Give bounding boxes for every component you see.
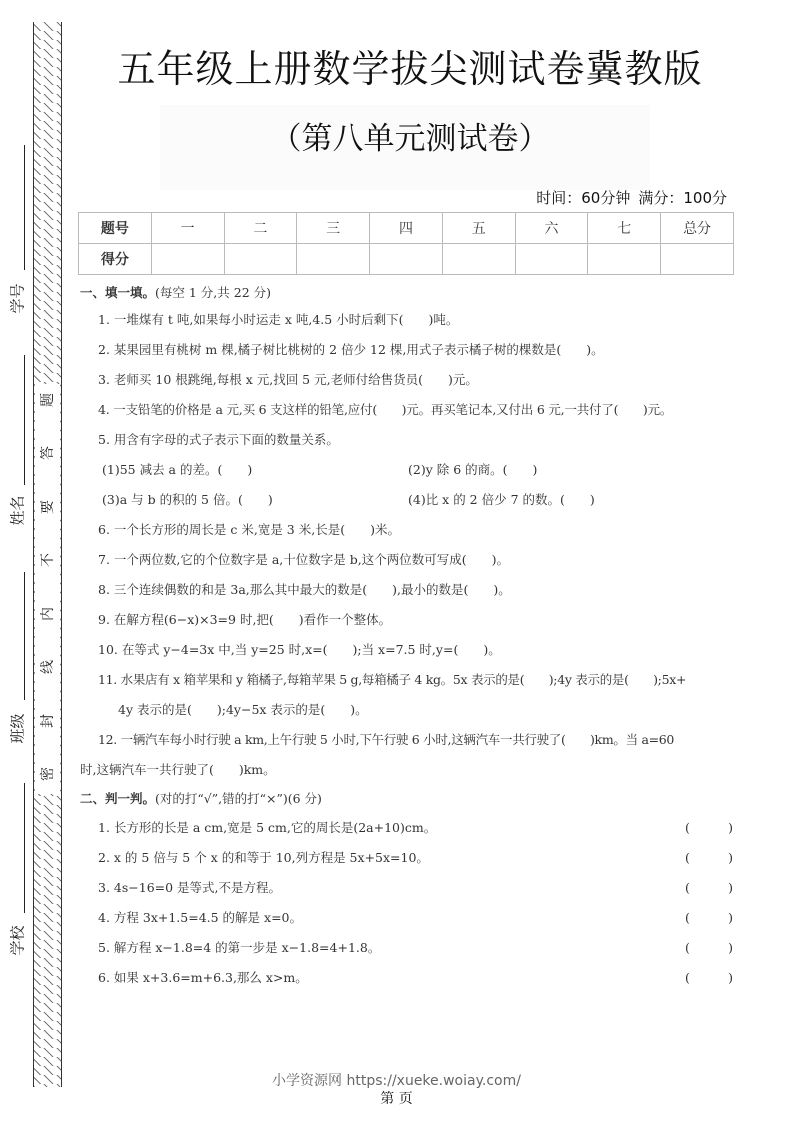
score-cell[interactable] [442, 244, 515, 275]
question-5-row-1 [80, 455, 735, 485]
question-5-4: (4)比 x 的 2 倍少 7 的数。( ) [408, 492, 595, 507]
section-fill-in [80, 280, 735, 305]
header-cell: 三 [297, 213, 370, 244]
strip-word: 答 [39, 446, 56, 461]
question-5-3: (3)a 与 b 的积的 5 倍。( ) [102, 492, 273, 507]
score-cell[interactable] [297, 244, 370, 275]
question-7: 7. 一个两位数,它的个位数字是 a,十位数字是 b,这个两位数可写成( )。 [98, 552, 509, 567]
student-id-label: 学号 [8, 283, 27, 314]
page-title: 五年级上册数学拔尖测试卷冀教版 [117, 47, 703, 91]
school-label: 学校 [8, 925, 27, 956]
exam-content [80, 280, 735, 993]
judge-item-5 [80, 933, 735, 963]
paren-close: ) [728, 820, 733, 835]
binding-strip-warning [34, 392, 61, 782]
header-cell: 七 [588, 213, 661, 244]
paren-close: ) [728, 910, 733, 925]
question-6: 6. 一个长方形的周长是 c 米,宽是 3 米,长是( )米。 [98, 522, 400, 537]
judge-item-6 [80, 963, 735, 993]
question-5: 5. 用含有字母的式子表示下面的数量关系。 [98, 432, 339, 447]
paren-close: ) [728, 850, 733, 865]
judge-item-4 [80, 903, 735, 933]
judge-statement: 2. x 的 5 倍与 5 个 x 的和等于 10,列方程是 5x+5x=10。 [98, 850, 429, 865]
score-cell[interactable] [224, 244, 297, 275]
score-cell[interactable] [588, 244, 661, 275]
score-table-score-row [79, 244, 734, 275]
answer-blank[interactable] [685, 873, 735, 903]
strip-word: 密 [39, 766, 56, 781]
score-cell[interactable] [151, 244, 224, 275]
question-3: 3. 老师买 10 根跳绳,每根 x 元,找回 5 元,老师付给售货员( )元。 [98, 372, 478, 387]
student-id-line [24, 145, 25, 270]
strip-word: 要 [39, 499, 56, 514]
answer-blank[interactable] [685, 903, 735, 933]
section-title: 一、填一填。 [80, 285, 156, 300]
question-9: 9. 在解方程(6−x)×3=9 时,把( )看作一个整体。 [98, 612, 392, 627]
header-cell: 一 [151, 213, 224, 244]
name-label: 姓名 [8, 495, 27, 526]
score-table-header-row [79, 213, 734, 244]
paren-open: ( [685, 850, 690, 865]
paren-open: ( [685, 910, 690, 925]
question-10: 10. 在等式 y−4=3x 中,当 y=25 时,x=( );当 x=7.5 时,y=( )。 [98, 642, 501, 657]
question-4: 4. 一支铅笔的价格是 a 元,买 6 支这样的铅笔,应付( )元。再买笔记本,又付出 6 元,一共付了( )元。 [98, 402, 673, 417]
page-number: 第 页 [380, 1091, 413, 1107]
judge-item-1 [80, 813, 735, 843]
answer-blank[interactable] [685, 843, 735, 873]
exam-meta [536, 187, 727, 208]
strip-word: 不 [39, 553, 56, 568]
judge-statement: 6. 如果 x+3.6=m+6.3,那么 x>m。 [98, 970, 308, 985]
section-true-false [80, 785, 735, 813]
judge-item-3 [80, 873, 735, 903]
class-line [24, 572, 25, 700]
section-note: (每空 1 分,共 22 分) [155, 285, 271, 300]
binding-strip [33, 22, 62, 1087]
strip-word: 内 [39, 606, 56, 621]
question-11-line-2: 4y 表示的是( );4y−5x 表示的是( )。 [118, 702, 368, 717]
paren-close: ) [728, 970, 733, 985]
answer-blank[interactable] [685, 933, 735, 963]
score-table [78, 212, 734, 275]
judge-statement: 1. 长方形的长是 a cm,宽是 5 cm,它的周长是(2a+10)cm。 [98, 820, 437, 835]
paren-open: ( [685, 820, 690, 835]
score-row-label: 得分 [79, 244, 152, 275]
strip-word: 线 [39, 660, 56, 675]
section-title: 二、判一判。 [80, 791, 156, 806]
question-11-line-1: 11. 水果店有 x 箱苹果和 y 箱橘子,每箱苹果 5 g,每箱橘子 4 kg。5x 表示的是( );4y 表示的是( );5x+ [98, 672, 687, 687]
question-12-line-2: 时,这辆汽车一共行驶了( )km。 [80, 762, 276, 777]
header-cell: 四 [370, 213, 443, 244]
paren-close: ) [728, 880, 733, 895]
paren-open: ( [685, 970, 690, 985]
score-cell[interactable] [661, 244, 734, 275]
judge-statement: 5. 解方程 x−1.8=4 的第一步是 x−1.8=4+1.8。 [98, 940, 381, 955]
question-12-line-1: 12. 一辆汽车每小时行驶 a km,上午行驶 5 小时,下午行驶 6 小时,这辆汽车一共行驶了( )km。当 a=60 [98, 732, 675, 747]
header-cell: 题号 [79, 213, 152, 244]
class-label: 班级 [8, 713, 27, 744]
header-cell: 六 [515, 213, 588, 244]
school-line [24, 783, 25, 913]
question-2: 2. 某果园里有桃树 m 棵,橘子树比桃树的 2 倍少 12 棵,用式子表示橘子树的棵数是( )。 [98, 342, 604, 357]
name-line [24, 355, 25, 485]
page-subtitle: （第八单元测试卷） [270, 121, 550, 157]
question-5-2: (2)y 除 6 的商。( ) [408, 462, 538, 477]
header-cell: 五 [442, 213, 515, 244]
question-8: 8. 三个连续偶数的和是 3a,那么其中最大的数是( ),最小的数是( )。 [98, 582, 511, 597]
time-limit: 时间：60分钟 [536, 189, 631, 207]
question-5-row-2 [80, 485, 735, 515]
judge-item-2 [80, 843, 735, 873]
full-score: 满分：100分 [638, 189, 727, 207]
paren-close: ) [728, 940, 733, 955]
question-5-1: (1)55 减去 a 的差。( ) [102, 462, 253, 477]
header-cell: 总分 [661, 213, 734, 244]
paren-open: ( [685, 880, 690, 895]
judge-statement: 3. 4s−16=0 是等式,不是方程。 [98, 880, 282, 895]
watermark-footer: 小学资源网 https://xueke.woiay.com/ [272, 1073, 521, 1089]
strip-word: 题 [39, 393, 56, 407]
header-cell: 二 [224, 213, 297, 244]
score-cell[interactable] [370, 244, 443, 275]
score-cell[interactable] [515, 244, 588, 275]
question-1: 1. 一堆煤有 t 吨,如果每小时运走 x 吨,4.5 小时后剩下( )吨。 [98, 312, 459, 327]
paren-open: ( [685, 940, 690, 955]
section-note: (对的打“√”,错的打“×”)(6 分) [155, 791, 322, 806]
answer-blank[interactable] [685, 963, 735, 993]
judge-statement: 4. 方程 3x+1.5=4.5 的解是 x=0。 [98, 910, 303, 925]
answer-blank[interactable] [685, 813, 735, 843]
strip-word: 封 [39, 713, 56, 728]
